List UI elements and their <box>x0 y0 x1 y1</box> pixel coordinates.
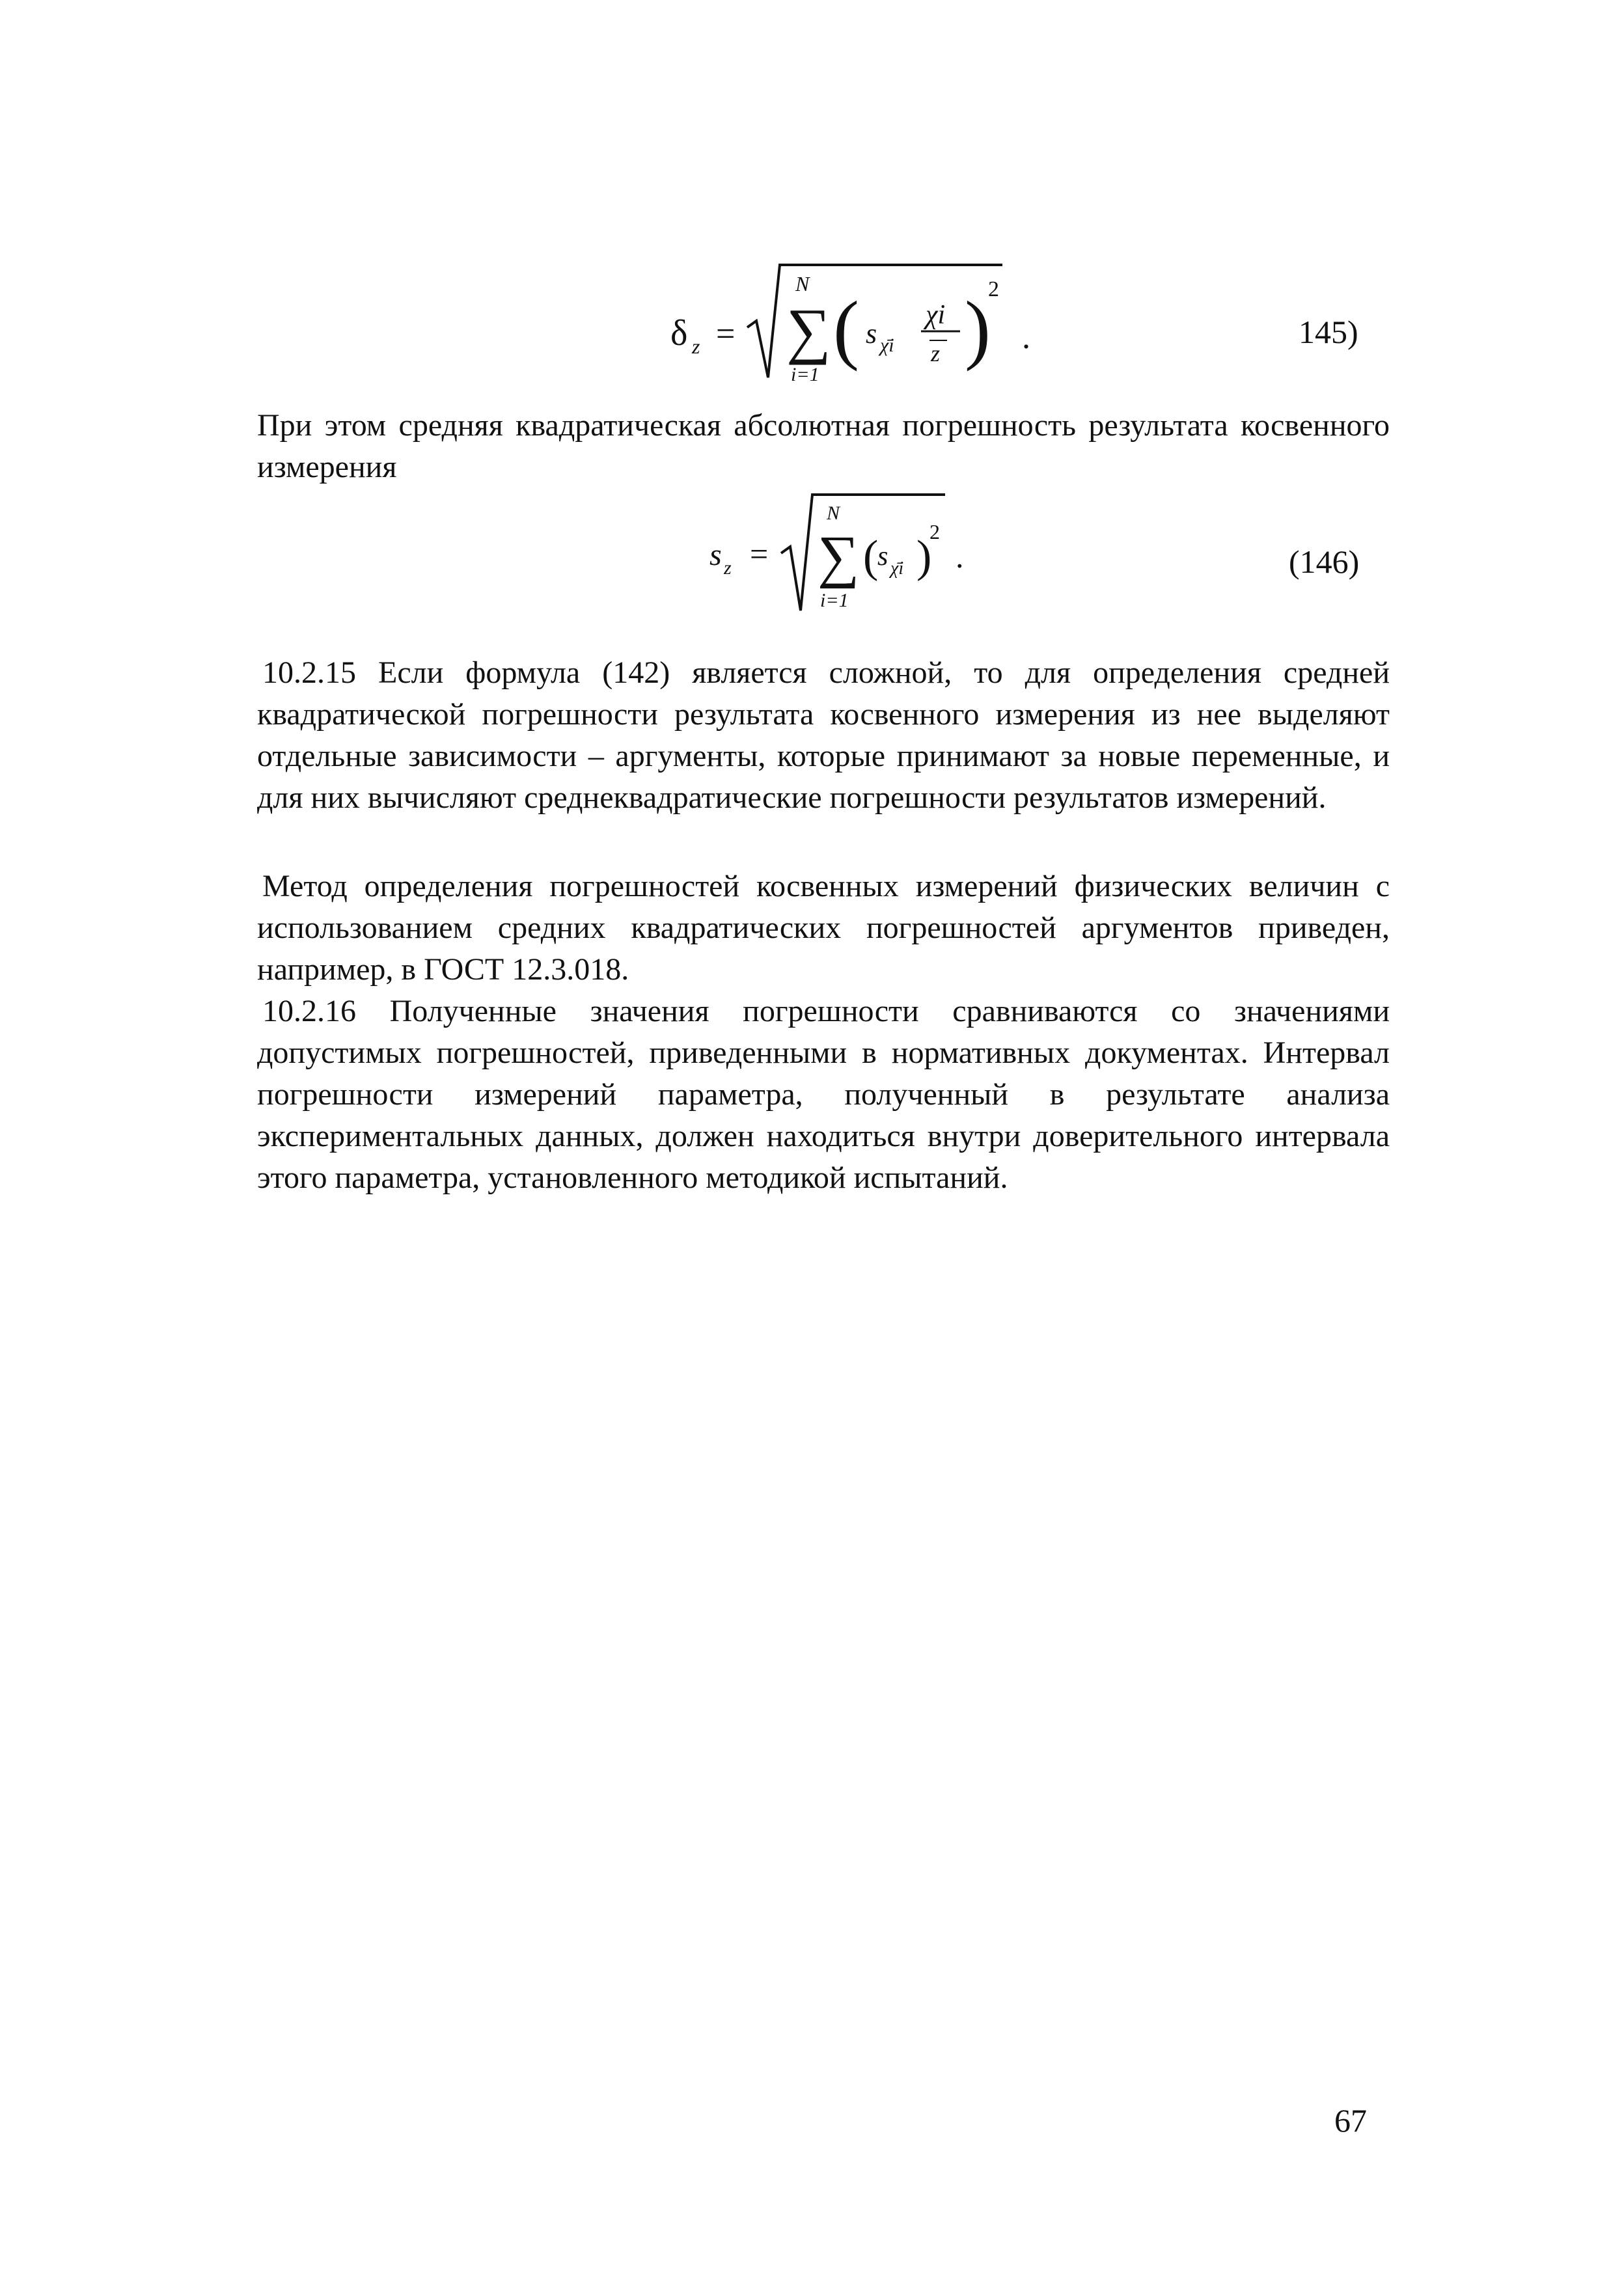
formula-146-lparen: ( <box>863 532 879 582</box>
equation-number-146: (146) <box>1289 543 1360 580</box>
formula-145-dot: . <box>1022 319 1030 356</box>
paragraph-10-2-15: 10.2.15 Если формула (142) является сложной, то для определения средней квадратической погрешности результата косвенного измерения из нее выделяют отдельные зависимости – аргументы, которые принимают за новые переменные, и для них вычисляют среднеквадратические погрешности результатов измерений. <box>257 655 1390 815</box>
formula-146 <box>709 482 1009 625</box>
formula-146-term-s: s <box>877 541 888 571</box>
formula-145-rparen: ) <box>965 285 991 372</box>
intro-paragraph: При этом средняя квадратическая абсолютная погрешность результата косвенного измерения <box>257 408 1390 484</box>
paragraph-method: Метод определения погрешностей косвенных измерений физических величин с использованием средних квадратических погрешностей аргументов приведен, например, в ГОСТ 12.3.018. <box>257 869 1390 987</box>
formula-146-sum-sign: ∑ <box>818 525 860 589</box>
formula-145-lhs-sub: z <box>692 335 700 358</box>
formula-146-power: 2 <box>929 520 940 543</box>
formula-146-dot: . <box>956 538 964 575</box>
formula-145-frac-num: χi <box>926 300 946 330</box>
formula-145-sum-upper: N <box>795 272 810 295</box>
formula-146-sum-upper: N <box>827 502 840 524</box>
formula-146-lhs-sub: z <box>724 557 732 579</box>
equation-number-145: 145) <box>1299 314 1358 350</box>
formula-146-lhs: s <box>709 538 722 572</box>
formula-146-term-sub: χ̄i <box>890 558 904 579</box>
formula-145-term-s: s <box>866 318 877 350</box>
paragraph-10-2-16: 10.2.16 Полученные значения погрешности сравниваются со значениями допустимых погрешностей, приведенными в нормативных документах. Интервал погрешности измерений параметра, полученный в результате анализа экспериментальных данных, должен находиться внутри доверительного интервала этого параметра, установленного методикой испытаний. <box>257 994 1390 1195</box>
page-number: 67 <box>1334 2102 1367 2139</box>
formula-145-lparen: ( <box>833 285 859 372</box>
formula-145-equals: = <box>716 316 736 353</box>
formula-145-sum-sign: ∑ <box>786 295 831 365</box>
formula-145-sum-lower: i=1 <box>791 364 819 385</box>
formula-146-sum-lower: i=1 <box>820 590 849 611</box>
formula-146-equals: = <box>750 536 769 572</box>
formula-145-frac-den: z <box>931 340 941 366</box>
formula-145-term-sub: χ̄i <box>880 335 894 356</box>
formula-146-rparen: ) <box>916 532 932 582</box>
formula-145 <box>670 251 1087 400</box>
formula-145-power: 2 <box>988 277 999 301</box>
formula-145-lhs: δ <box>670 313 688 353</box>
